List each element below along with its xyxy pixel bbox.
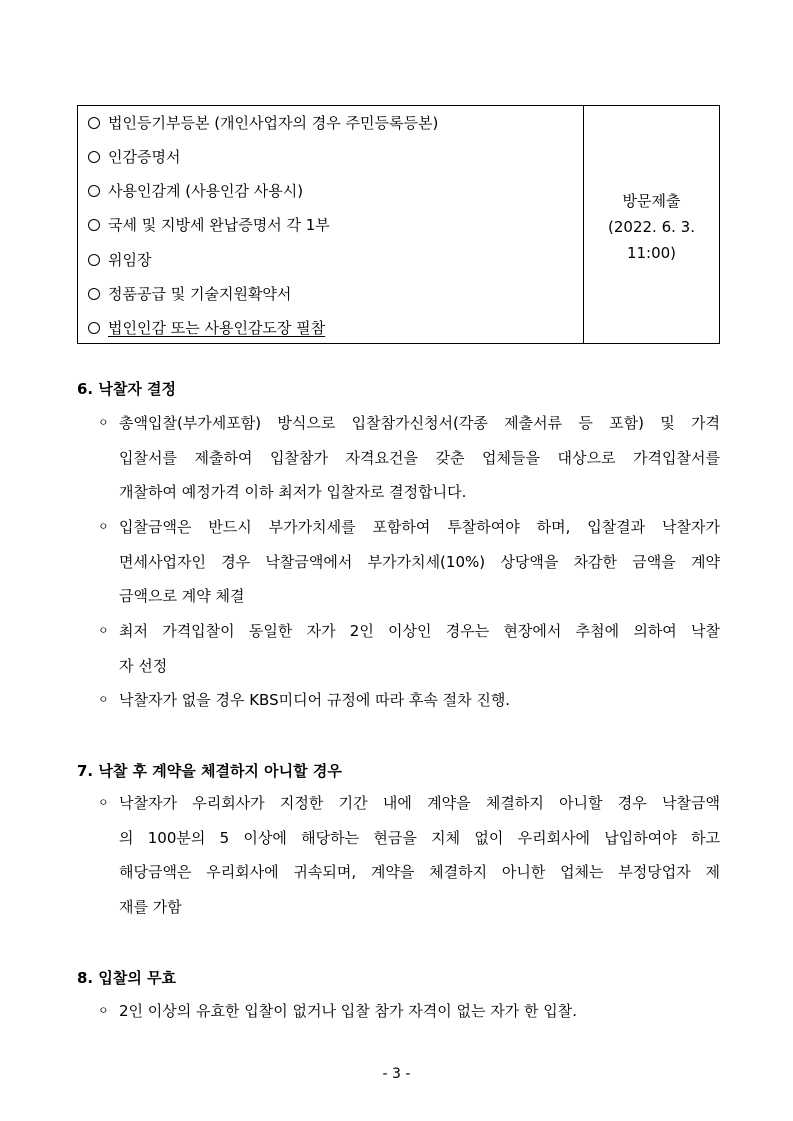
circle-bullet-icon	[88, 185, 100, 197]
required-document-item: 위임장	[88, 249, 151, 270]
paragraph: ㅇ 최저 가격입찰이 동일한 자가 2인 이상인 경우는 현장에서 추첨에 의하여 낙찰 자 선정	[98, 614, 720, 683]
bullet-icon: ㅇ	[98, 796, 109, 809]
bullet-icon: ㅇ	[98, 624, 109, 637]
paragraph: ㅇ 낙찰자가 없을 경우 KBS미디어 규정에 따라 후속 절차 진행.	[98, 683, 720, 718]
required-document-item: 국세 및 지방세 완납증명서 각 1부	[88, 214, 330, 235]
section-title: 6. 낙찰자 결정	[77, 380, 177, 398]
circle-bullet-icon	[88, 288, 100, 300]
submission-cell	[584, 106, 719, 343]
submission-date: (2022. 6. 3.	[608, 217, 695, 236]
bullet-icon: ㅇ	[98, 693, 109, 706]
required-document-item: 법인등기부등본 (개인사업자의 경우 주민등록등본)	[88, 112, 438, 133]
required-document-item: 정품공급 및 기술지원확약서	[88, 283, 291, 304]
section-title: 7. 낙찰 후 계약을 체결하지 아니할 경우	[77, 762, 342, 780]
paragraph: ㅇ 입찰금액은 반드시 부가가치세를 포함하여 투찰하여야 하며, 입찰결과 낙찰자가 면세사업자인 경우 낙찰금액에서 부가가치세(10%) 상당액을 차감한 금액을 계약 금액으로 계약 체결	[98, 510, 720, 614]
bullet-icon: ㅇ	[98, 416, 109, 429]
paragraph: ㅇ 총액입찰(부가세포함) 방식으로 입찰참가신청서(각종 제출서류 등 포함) 및 가격 입찰서를 제출하여 입찰참가 자격요건을 갖춘 업체들을 대상으로 가격입찰서를 개찰하여 예정가격 이하 최저가 입찰자로 결정합니다.	[98, 406, 720, 510]
required-documents-cell	[78, 106, 584, 343]
paragraph: ㅇ 낙찰자가 우리회사가 지정한 기간 내에 계약을 체결하지 아니할 경우 낙찰금액 의 100분의 5 이상에 해당하는 현금을 지체 없이 우리회사에 납입하여야 하고 해당금액은 우리회사에 귀속되며, 계약을 체결하지 아니한 업체는 부정당업자 제 재를 가함	[98, 786, 720, 924]
bullet-icon: ㅇ	[98, 1004, 109, 1017]
section-title: 8. 입찰의 무효	[77, 969, 177, 987]
submission-time: 11:00)	[626, 243, 677, 262]
requirements-table	[77, 105, 720, 344]
page-number: - 3 -	[382, 1066, 411, 1082]
circle-bullet-icon	[88, 151, 100, 163]
required-document-item: 법인인감 또는 사용인감도장 필참	[88, 317, 325, 338]
circle-bullet-icon	[88, 219, 100, 231]
circle-bullet-icon	[88, 254, 100, 266]
submission-method: 방문제출	[622, 191, 681, 210]
required-document-item: 사용인감계 (사용인감 사용시)	[88, 180, 303, 201]
required-document-item: 인감증명서	[88, 146, 180, 167]
circle-bullet-icon	[88, 322, 100, 334]
paragraph: ㅇ 2인 이상의 유효한 입찰이 없거나 입찰 참가 자격이 없는 자가 한 입찰.	[98, 994, 720, 1029]
bullet-icon: ㅇ	[98, 520, 109, 533]
circle-bullet-icon	[88, 117, 100, 129]
